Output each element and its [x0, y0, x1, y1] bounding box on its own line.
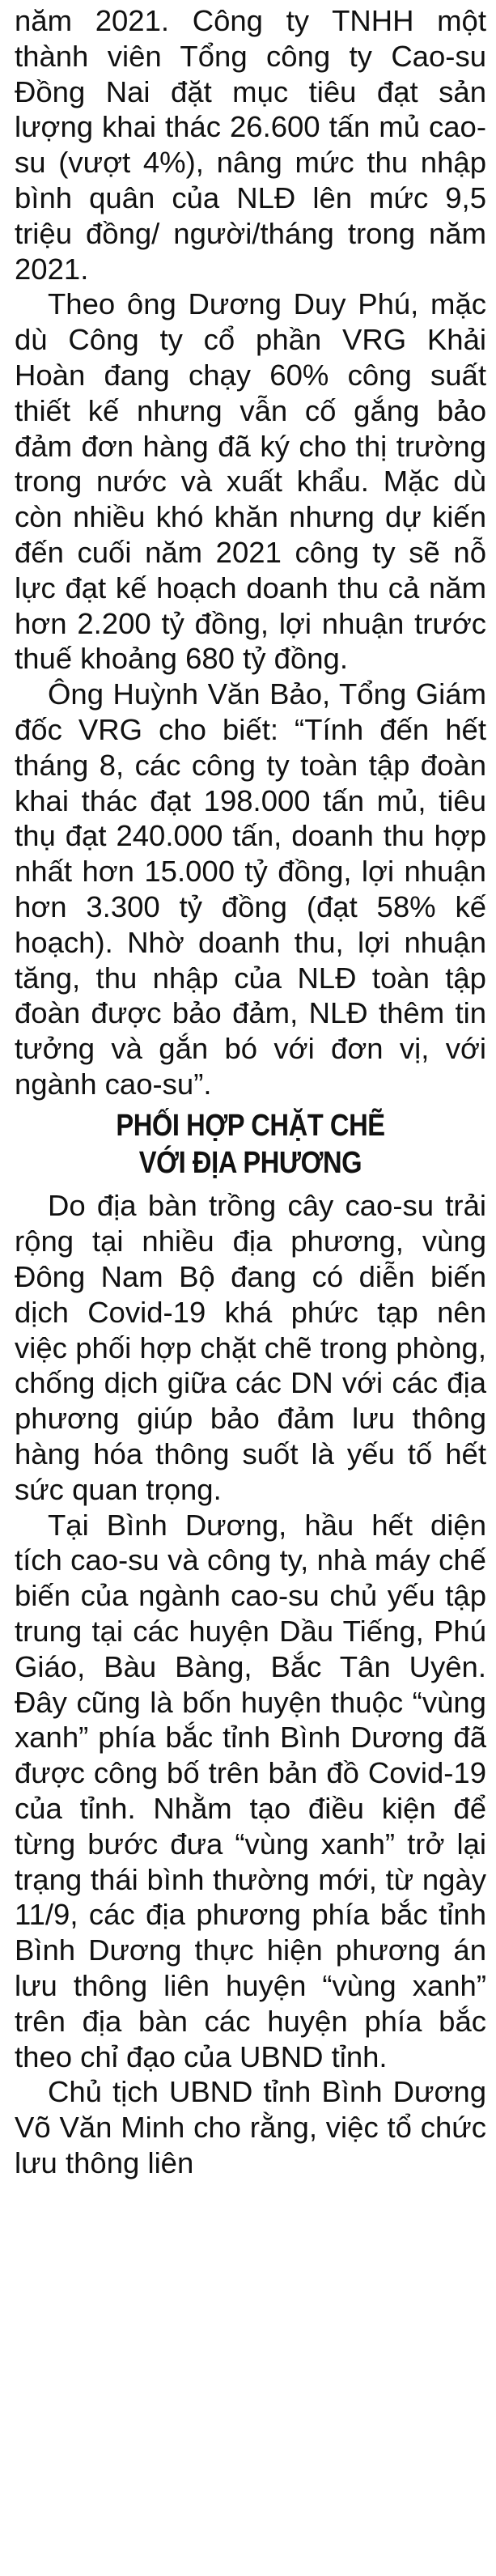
article-paragraph: Do địa bàn trồng cây cao-su trải rộng tại nhiều địa phương, vùng Đông Nam Bộ đang có diễn biến dịch Covid-19 khá phức tạp nên việc phối hợp chặt chẽ trong phòng, chống dịch giữa các DN với các địa phương giúp bảo đảm lưu thông hàng hóa thông suốt là yếu tố hết sức quan trọng.: [15, 1189, 486, 1506]
section-heading: [48, 1107, 453, 1182]
article-paragraph: Ông Huỳnh Văn Bảo, Tổng Giám đốc VRG cho biết: “Tính đến hết tháng 8, các công ty toàn tập đoàn khai thác đạt 198.000 tấn mủ, tiêu thụ đạt 240.000 tấn, doanh thu hợp nhất hơn 15.000 tỷ đồng, lợi nhuận hơn 3.300 tỷ đồng (đạt 58% kế hoạch). Nhờ doanh thu, lợi nhuận tăng, thu nhập của NLĐ toàn tập đoàn được bảo đảm, NLĐ thêm tin tưởng và gắn bó với đơn vị, với ngành cao-su”.: [15, 677, 486, 1101]
article-paragraph: Chủ tịch UBND tỉnh Bình Dương Võ Văn Minh cho rằng, việc tổ chức lưu thông liên: [15, 2075, 486, 2179]
article-paragraph: Theo ông Dương Duy Phú, mặc dù Công ty cổ phần VRG Khải Hoàn đang chạy 60% công suất thiết kế nhưng vẫn cố gắng bảo đảm đơn hàng đã ký cho thị trường trong nước và xuất khẩu. Mặc dù còn nhiều khó khăn nhưng dự kiến đến cuối năm 2021 công ty sẽ nỗ lực đạt kế hoạch doanh thu cả năm hơn 2.200 tỷ đồng, lợi nhuận trước thuế khoảng 680 tỷ đồng.: [15, 287, 486, 676]
section-heading-line-2: VỚI ĐỊA PHƯƠNG: [138, 1146, 362, 1181]
article-paragraph: Tại Bình Dương, hầu hết diện tích cao-su và công ty, nhà máy chế biến của ngành cao-su chủ yếu tập trung tại các huyện Dầu Tiếng, Phú Giáo, Bàu Bàng, Bắc Tân Uyên. Đây cũng là bốn huyện thuộc “vùng xanh” phía bắc tỉnh Bình Dương đã được công bố trên bản đồ Covid-19 của tỉnh. Nhằm tạo điều kiện để từng bước đưa “vùng xanh” trở lại trạng thái bình thường mới, từ ngày 11/9, các địa phương phía bắc tỉnh Bình Dương thực hiện phương án lưu thông liên huyện “vùng xanh” trên địa bàn các huyện phía bắc theo chỉ đạo của UBND tỉnh.: [15, 1508, 486, 2073]
section-heading-line-1: PHỐI HỢP CHẶT CHẼ: [116, 1108, 385, 1143]
article-column: [15, 3, 486, 2181]
article-paragraph: năm 2021. Công ty TNHH một thành viên Tổng công ty Cao-su Đồng Nai đặt mục tiêu đạt sản lượng khai thác 26.600 tấn mủ cao-su (vượt 4%), nâng mức thu nhập bình quân của NLĐ lên mức 9,5 triệu đồng/ người/tháng trong năm 2021.: [15, 4, 486, 286]
